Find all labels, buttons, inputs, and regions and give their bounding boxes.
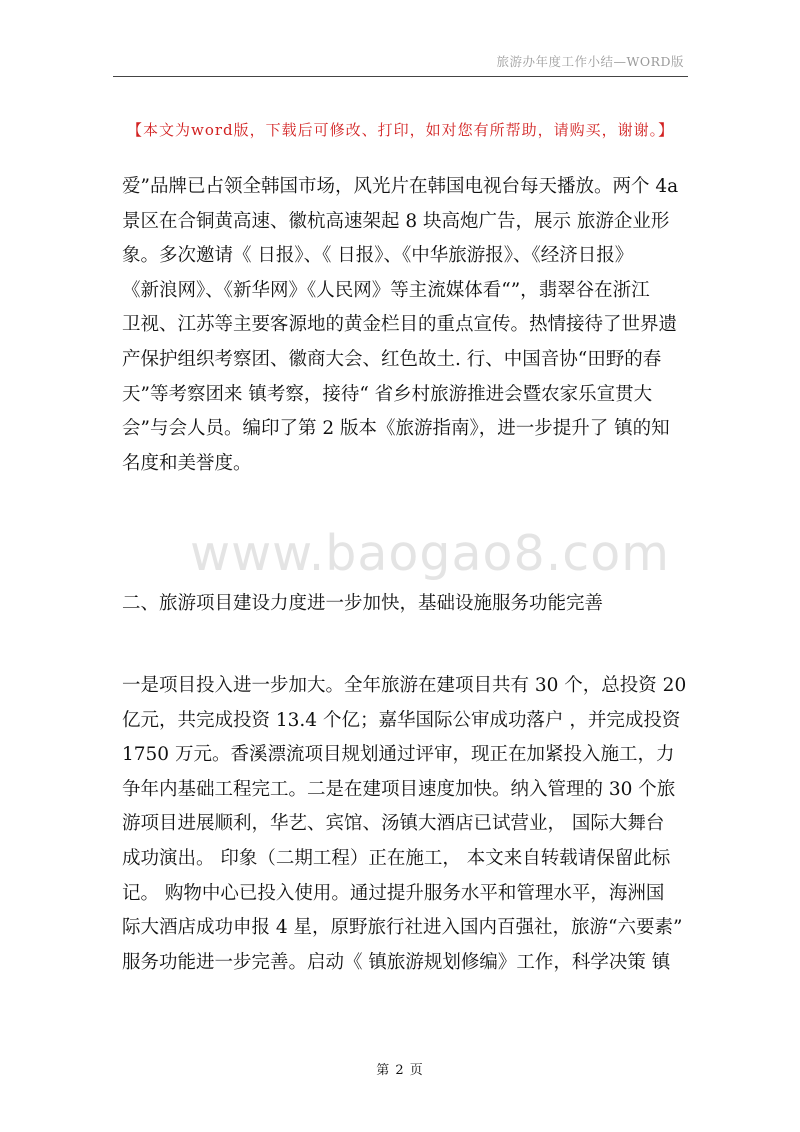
paragraph-line: 争年内基础工程完工。二是在建项目速度加快。纳入管理的 30 个旅 xyxy=(122,778,676,800)
paragraph-line: 记。 购物中心已投入使用。通过提升服务水平和管理水平，海洲国 xyxy=(122,882,665,904)
paragraph-line: 爱”品牌已占领全韩国市场，风光片在韩国电视台每天播放。两个 4a xyxy=(122,176,679,197)
paragraph-line: 会”与会人员。编印了第 2 版本《旅游指南》，进一步提升了 镇的知 xyxy=(122,418,670,440)
paragraph-line: 一是项目投入进一步加大。全年旅游在建项目共有 30 个，总投资 20 xyxy=(122,675,687,696)
paragraph-line: 亿元，共完成投资 13.4 个亿；嘉华国际公审成功落户 ，并完成投资 xyxy=(122,709,681,731)
header-divider xyxy=(113,76,688,77)
watermark: www.baogao8.com xyxy=(190,525,670,582)
paragraph-line: 卫视、江苏等主要客源地的黄金栏目的重点宣传。热情接待了世界遗 xyxy=(122,314,678,336)
page-number: 第 2 页 xyxy=(376,1063,424,1078)
paragraph-line: 游项目进展顺利，华艺、宾馆、汤镇大酒店已试营业， 国际大舞台 xyxy=(122,813,665,835)
paragraph-line: 产保护组织考察团、徽商大会、红色故土. 行、中国音协“田野的春 xyxy=(122,348,662,370)
paragraph-line: 际大酒店成功申报 4 星，原野旅行社进入国内百强社，旅游“六要素” xyxy=(122,917,683,939)
paragraph-line: 景区在合铜黄高速、徽杭高速架起 8 块高炮广告，展示 旅游企业形 xyxy=(122,210,670,232)
paragraph-1 xyxy=(122,170,692,481)
paragraph-line: 服务功能进一步完善。启动《 镇旅游规划修编》工作，科学决策 镇 xyxy=(122,951,671,973)
paragraph-line: 《新浪网》、《新华网》《人民网》等主流媒体看“”，翡翠谷在浙江 xyxy=(122,279,650,301)
paragraph-line: 天”等考察团来 镇考察，接待“ 省乡村旅游推进会暨农家乐宣贯大 xyxy=(122,383,653,405)
paragraph-line: 名度和美誉度。 xyxy=(122,452,252,474)
section-heading xyxy=(122,587,692,622)
page-header-title: 旅游办年度工作小结—WORD版 xyxy=(496,54,684,69)
paragraph-line: 象。多次邀请《 日报》、《 日报》、《中华旅游报》、《经济日报》 xyxy=(122,245,634,267)
section-heading-text: 二、旅游项目建设力度进一步加快，基础设施服务功能完善 xyxy=(122,593,604,614)
purchase-notice: 【本文为word版，下载后可修改、打印，如对您有所帮助，请购买，谢谢。】 xyxy=(127,121,675,139)
paragraph-line: 成功演出。 印象（二期工程）正在施工， 本文来自转载请保留此标 xyxy=(122,847,671,869)
paragraph-2 xyxy=(122,669,692,980)
paragraph-line: 1750 万元。香溪漂流项目规划通过评审，现正在加紧投入施工，力 xyxy=(122,744,675,766)
